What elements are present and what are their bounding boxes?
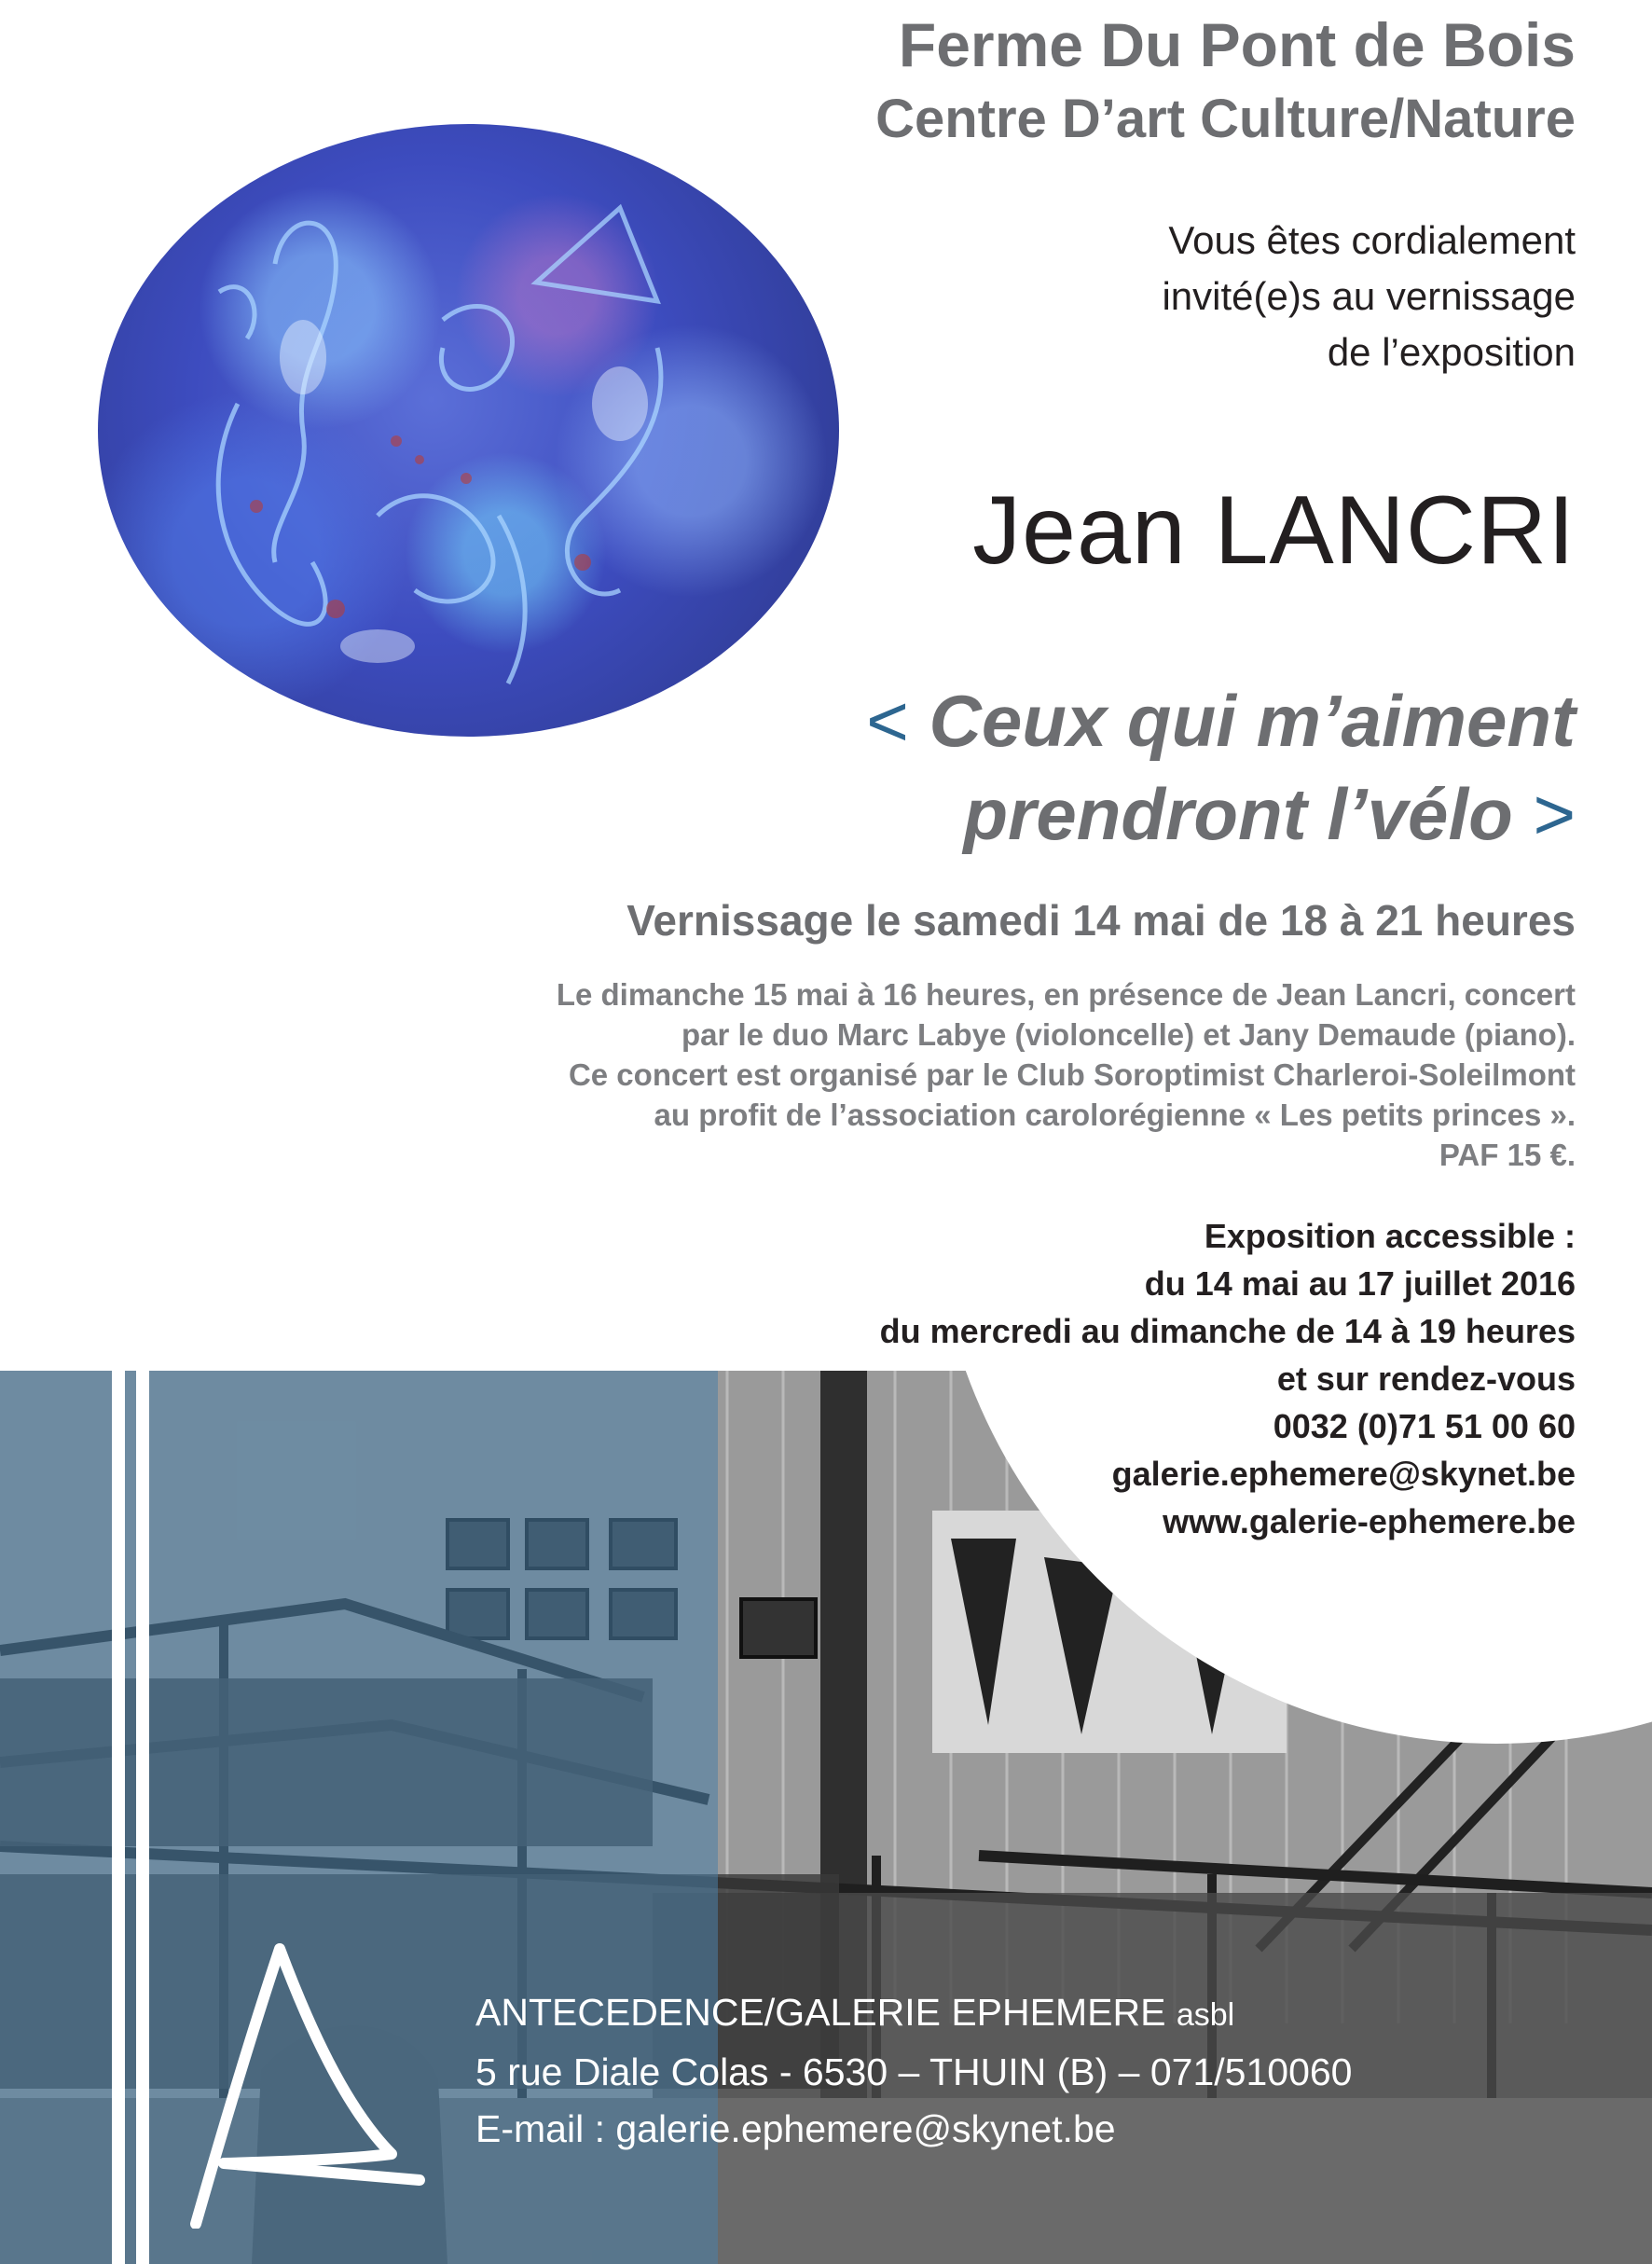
concert-line: par le duo Marc Labye (violoncelle) et Jany Demaude (piano). [681, 1017, 1576, 1052]
access-email: galerie.ephemere@skynet.be [1111, 1455, 1576, 1493]
close-bracket: > [1533, 773, 1576, 855]
exhibition-title [866, 674, 1576, 861]
access-heading: Exposition accessible : [1204, 1217, 1576, 1255]
stylized-A-logo-icon [168, 1940, 438, 2229]
invitation-text [1162, 213, 1576, 380]
footer-address: 5 rue Diale Colas - 6530 – THUIN (B) – 071/510060 [475, 2050, 1353, 2093]
title-line: prendront l’vélo [963, 773, 1513, 855]
footer-email: E-mail : galerie.ephemere@skynet.be [475, 2107, 1116, 2150]
invitation-line: Vous êtes cordialement [1168, 218, 1576, 262]
invitation-line: invité(e)s au vernissage [1162, 274, 1576, 318]
footer-org-suffix: asbl [1176, 1997, 1235, 2033]
circular-painting-image [98, 124, 839, 737]
concert-price: PAF 15 €. [1439, 1138, 1576, 1172]
white-vertical-line [112, 1371, 125, 2264]
invitation-line: de l’exposition [1327, 330, 1576, 374]
access-website: www.galerie-ephemere.be [1163, 1502, 1576, 1540]
title-line: Ceux qui m’aiment [929, 680, 1576, 762]
open-bracket: < [866, 680, 909, 762]
footer-org: ANTECEDENCE/GALERIE EPHEMERE [475, 1991, 1166, 2034]
access-appointment: et sur rendez-vous [1276, 1360, 1576, 1398]
concert-line: Ce concert est organisé par le Club Soroptimist Charleroi-Soleilmont [568, 1057, 1576, 1092]
concert-line: Le dimanche 15 mai à 16 heures, en présence de Jean Lancri, concert [556, 977, 1576, 1012]
exhibition-access-info [880, 1212, 1576, 1545]
concert-line: au profit de l’association carolorégienne « Les petits princes ». [654, 1097, 1576, 1132]
vernissage-date: Vernissage le samedi 14 mai de 18 à 21 heures [626, 896, 1576, 945]
footer-contact [475, 1984, 1352, 2158]
venue-subtitle: Centre D’art Culture/Nature [875, 89, 1576, 149]
access-days: du mercredi au dimanche de 14 à 19 heures [879, 1312, 1576, 1350]
artist-name: Jean LANCRI [972, 476, 1576, 585]
white-vertical-line [136, 1371, 149, 2264]
concert-info [557, 974, 1576, 1175]
access-dates: du 14 mai au 17 juillet 2016 [1144, 1264, 1576, 1303]
access-phone: 0032 (0)71 51 00 60 [1273, 1407, 1576, 1445]
venue-name: Ferme Du Pont de Bois [898, 10, 1576, 79]
